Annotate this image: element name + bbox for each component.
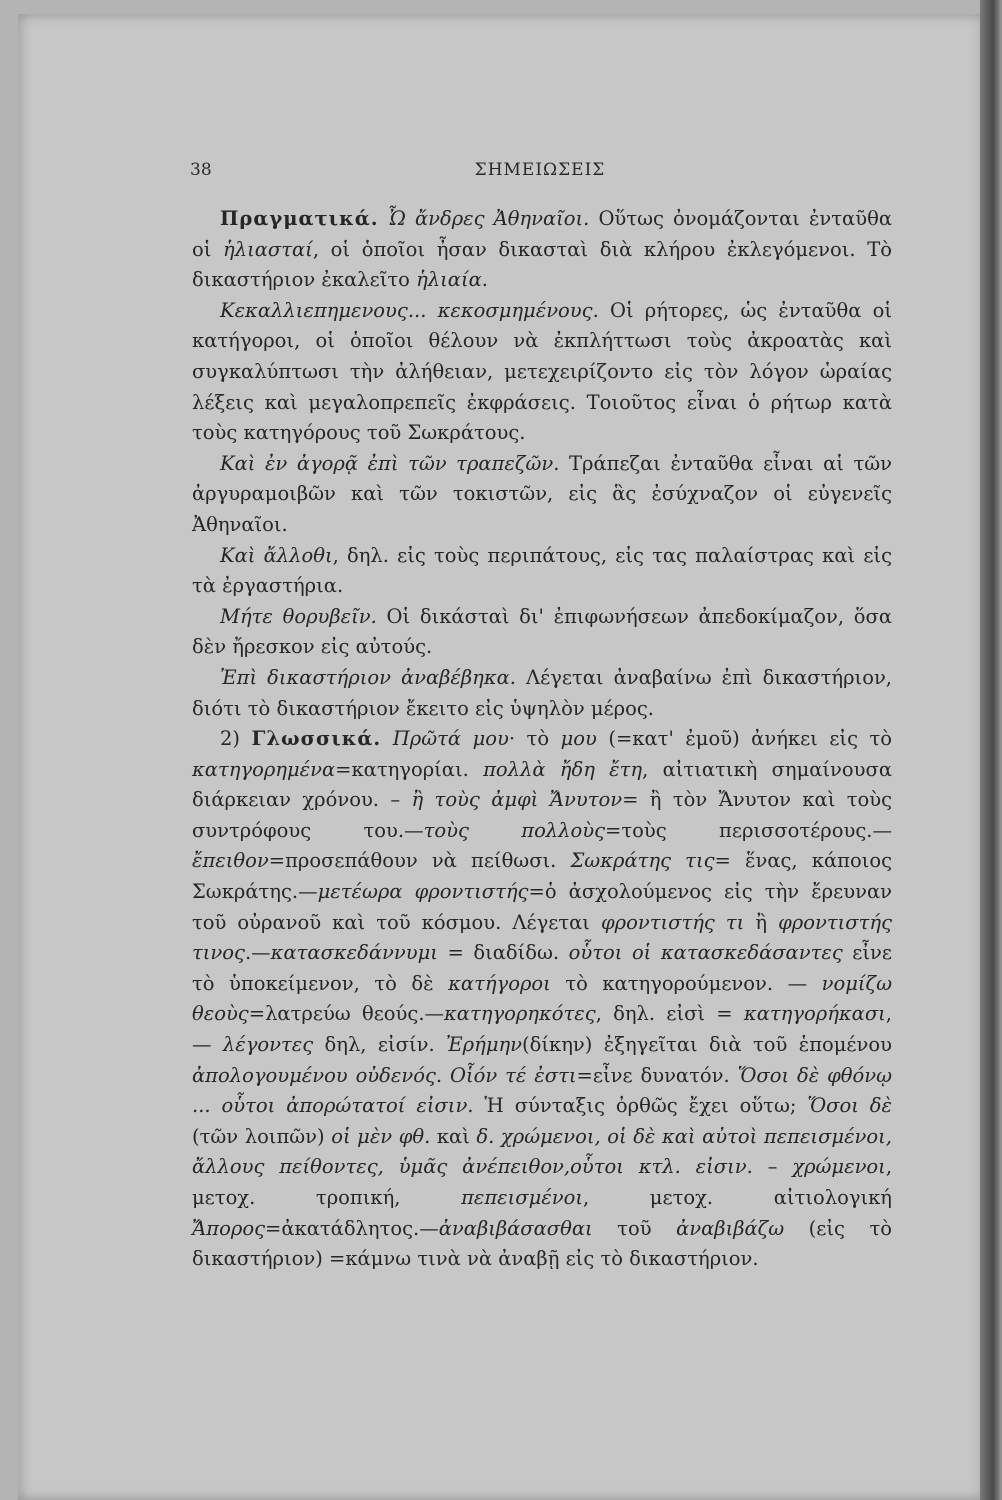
italic-term: κατασκεδάννυμι (270, 941, 438, 965)
italic-term: ἢ τοὺς ἀμφὶ Ἄνυτον (411, 788, 623, 812)
italic-term: πολλὰ ἤδη ἔτη (483, 757, 643, 781)
note-text: = ἕνας, κάποιος Σωκράτης.— (192, 849, 892, 904)
italic-term: φροντιστής τι (601, 910, 745, 934)
note-text: Λέγεται ἀναβαίνω ἐπὶ δικαστήριον (516, 665, 886, 689)
note-text: Ἡ σύνταξις ὀρθῶς ἔχει οὕτω; (473, 1094, 808, 1118)
italic-term: Καὶ ἄλλοθι (220, 543, 333, 567)
note-paragraph (192, 724, 892, 1275)
note-text: , μετοχ. τροπική, (192, 1155, 893, 1209)
note-text: (τῶν λοιπῶν) (192, 1124, 332, 1148)
note-text: , — (192, 1002, 892, 1057)
note-paragraph (192, 204, 892, 296)
note-text: , διότι τὸ δικαστήριον ἔκειτο εἰς ὑψηλὸν μέρος. (192, 665, 892, 720)
italic-term: κατηγορηκότες (444, 1002, 596, 1026)
note-text (381, 727, 393, 750)
italic-term: φροντιστής τινος (192, 910, 892, 965)
italic-term: Μήτε θορυβεῖν. (220, 604, 377, 628)
note-text: =τοὺς περισσοτέρους.— (605, 818, 892, 842)
note-paragraph (192, 663, 892, 724)
italic-term: ἡλιασταί (223, 237, 313, 261)
note-text: Οἱ ρήτορες, ὡς ἐνταῦθα οἱ κατήγοροι, οἱ ὁποῖοι θέλουν νὰ ἐκπλήττωσι τοὺς ἀκροατὰς καὶ συγκαλύπτωσι τὴν ἀλήθειαν, μετεχειρίζοντο εἰς τὸν λόγον ὡραίας λέξεις καὶ μεγαλοπρεπεῖς ἐκφράσεις. Τοιοῦτος εἶναι ὁ ρήτωρ κατὰ τοὺς κατηγόρους τοῦ Σωκράτους. (192, 298, 892, 445)
italic-term: κατηγορήκασι (743, 1002, 886, 1026)
italic-term: Κεκαλλιεπημενους... κεκοσμημένους. (220, 298, 599, 322)
note-text: (δίκην) ἐξηγεῖται διὰ τοῦ ἑπομένου (522, 1033, 892, 1057)
note-text: , οἱ ὁποῖοι ἦσαν δικασταὶ διὰ κλήρου ἐκλεγόμενοι. Τὸ δικαστήριον ἐκαλεῖτο (192, 237, 892, 292)
italic-term: μου (560, 727, 597, 751)
note-text: =κατηγορίαι. (335, 757, 484, 781)
italic-term: ἔπειθον (192, 849, 269, 873)
italic-term: λέγοντες (222, 1033, 314, 1057)
note-text: =προσεπάθουν νὰ πείθωσι. (268, 849, 571, 873)
notes-body (192, 204, 892, 1275)
italic-term: ἀναβιβάζω (676, 1216, 785, 1240)
italic-term: κατήγοροι (448, 971, 551, 995)
note-text: = ἢ τὸν Ἄνυτον καὶ τοὺς συντρόφους του.— (192, 788, 892, 842)
italic-term: δ. χρώμενοι, οἱ δὲ καὶ αὐτοὶ πεπεισμένοι, ἄλλους πείθοντες, ὑμᾶς ἀνέπειθον,οὗτοι κτλ. εἰσιν. (192, 1124, 892, 1179)
note-text: =εἶνε δυνατόν. (576, 1063, 738, 1087)
italic-term: χρώμενοι (792, 1155, 886, 1179)
italic-term: τοὺς πολλοὺς (423, 818, 606, 842)
italic-term: πεπεισμένοι (461, 1186, 583, 1209)
note-text: (=κατ' ἐμοῦ) ἀνήκει εἰς τὸ (596, 727, 893, 751)
note-text: Τράπεζαι ἐνταῦθα εἶναι αἱ τῶν ἀργυραμοιβῶν καὶ τῶν τοκιστῶν, εἰς ἃς ἐσύχναζον οἱ εὐγενεῖς Ἀθηναῖοι. (192, 451, 892, 536)
italic-term: Ἐπὶ δικαστήριον ἀναβέβηκα. (220, 665, 516, 689)
note-paragraph (192, 296, 892, 449)
note-paragraph (192, 602, 892, 663)
italic-term: Ὅσοι δὲ φθόνῳ ... οὗτοι ἀπορώτατοί εἰσιν. (192, 1063, 893, 1118)
italic-term: ἀπολογουμένου οὐδενός. Οἷόν τέ ἐστι (192, 1063, 577, 1087)
italic-term: Σωκράτης τις (570, 849, 715, 873)
note-text: =λατρεύω θεούς.— (248, 1002, 445, 1026)
note-text: καὶ (430, 1124, 477, 1148)
note-text: – (752, 1155, 793, 1179)
section-label: Πραγματικά. (220, 207, 379, 230)
italic-term: μετέωρα φροντιστής (317, 880, 529, 904)
book-spine-shadow (980, 0, 1002, 1500)
note-text: εἶνε τὸ ὑποκείμενον, τὸ δὲ (192, 941, 892, 995)
italic-term: Ἐρήμην (446, 1033, 523, 1057)
running-head: ΣΗΜΕΙΩΣΕΙΣ (474, 160, 606, 180)
section-label: Γλωσσικά. (251, 727, 382, 751)
italic-term: Ὅσοι δὲ (807, 1094, 893, 1118)
note-text: , αἰτιατικὴ σημαίνουσα διάρκειαν χρόνου. – (192, 757, 892, 812)
page-header (190, 160, 890, 184)
page-number: 38 (190, 160, 212, 180)
note-text: τὸ κατηγορούμενον. — (550, 971, 822, 995)
note-paragraph (192, 449, 892, 541)
note-text: ἢ (744, 910, 779, 934)
note-text: · τὸ (508, 727, 561, 751)
italic-term: Ὦ ἄνδρες Ἀθηναῖοι. (387, 207, 590, 230)
note-text (379, 207, 388, 230)
italic-term: οἱ μὲν φθ. (331, 1124, 431, 1148)
note-text: Οὕτως ὀνομάζονται ἐνταῦθα οἱ (192, 207, 892, 261)
note-paragraph (192, 541, 892, 602)
note-text: =ὁ ἀσχολούμενος εἰς τὴν ἔρευναν τοῦ οὐρανοῦ καὶ τοῦ κόσμου. Λέγεται (192, 880, 892, 934)
note-text: , μετοχ. αἰτιολογική (582, 1186, 892, 1209)
italic-term: οὗτοι οἱ κατασκεδάσαντες (568, 941, 843, 965)
italic-term: Ἄπορος (192, 1216, 265, 1240)
italic-term: Καὶ ἐν ἀγορᾷ ἐπὶ τῶν τραπεζῶν. (220, 451, 560, 475)
italic-term: ἀναβιβάσασθαι (438, 1216, 593, 1240)
italic-term: Πρῶτά μου (392, 727, 509, 751)
note-text: =ἀκατάδλητος.— (265, 1216, 439, 1240)
note-text: (εἰς τὸ δικαστήριον) =κάμνω τινὰ νὰ ἀναβῇ εἰς τὸ δικαστήριον. (192, 1216, 893, 1271)
note-text: .— (244, 941, 271, 965)
note-text: Οἱ δικάσταὶ δι' ἐπιφωνήσεων ἀπεδοκίμαζον, ὅσα δὲν ἤρεσκον εἰς αὐτούς. (192, 604, 892, 659)
italic-term: νομίζω θεοὺς (192, 971, 892, 1026)
note-text: τοῦ (592, 1216, 677, 1240)
note-text: 2) (220, 727, 252, 751)
note-text: = διαδίδω. (437, 941, 569, 965)
italic-term: ἡλιαία. (416, 268, 488, 292)
note-text: , δηλ. εἰς τοὺς περιπάτους, εἰς τας παλαίστρας καὶ εἰς τὰ ἐργαστήρια. (192, 543, 893, 598)
italic-term: κατηγορημένα (192, 757, 336, 781)
note-text: δηλ, εἰσίν. (313, 1033, 447, 1057)
note-text: , δηλ. εἰσὶ = (595, 1002, 744, 1026)
